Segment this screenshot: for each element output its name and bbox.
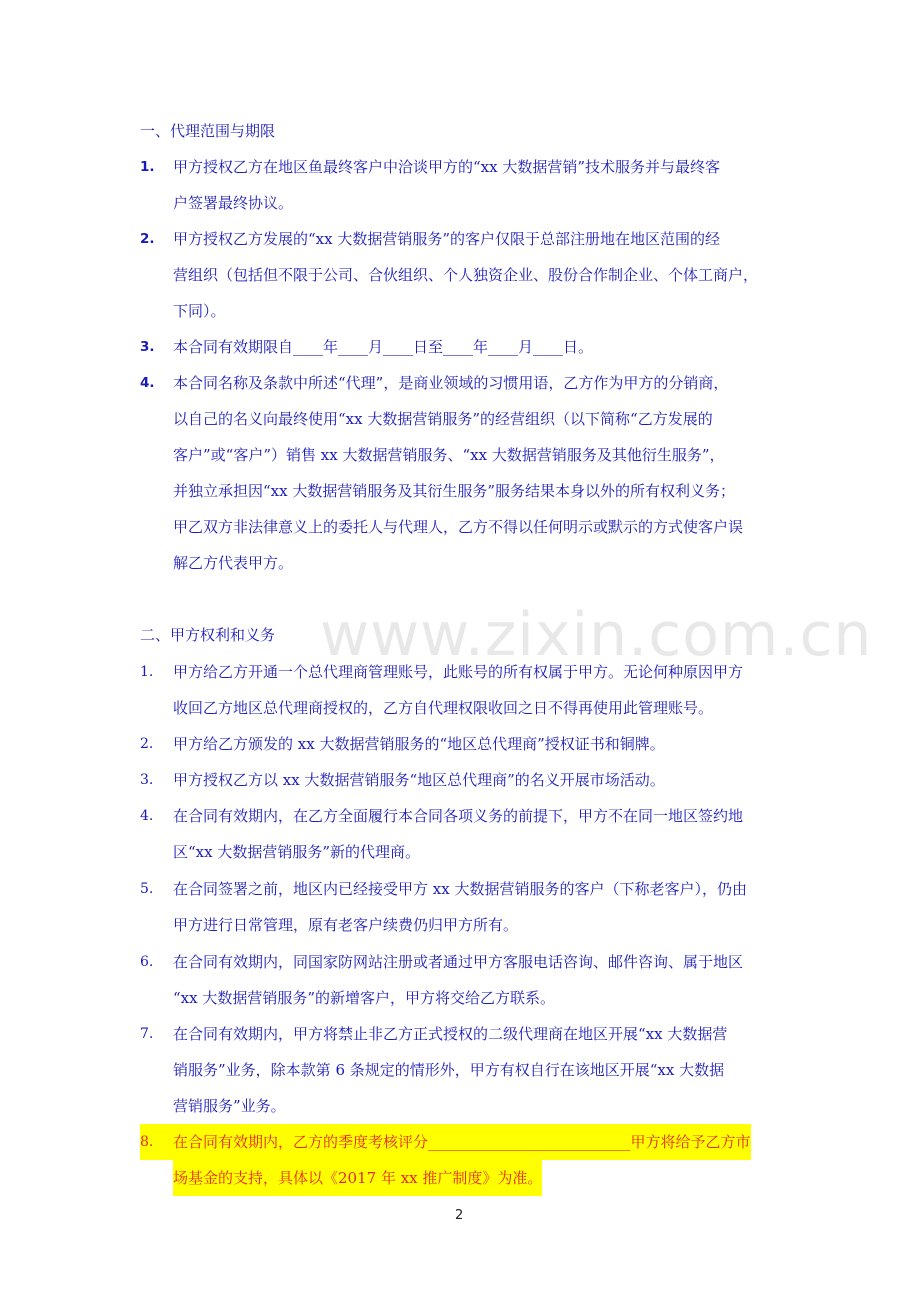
- text-line: 客户”或“客户”）销售 xx 大数据营销服务、“xx 大数据营销服务及其他衍生服务”，: [173, 446, 725, 464]
- text-line: 甲方授权乙方在地区鱼最终客户中洽谈甲方的“xx 大数据营销”技术服务并与最终客: [173, 158, 721, 176]
- text-line: 本合同有效期限自____年____月____日至____年____月____日。: [173, 338, 594, 356]
- text-line: 收回乙方地区总代理商授权的，乙方自代理权限收回之日不得再使用此管理账号。: [173, 699, 714, 717]
- item-text: [173, 1124, 788, 1196]
- item-number: 1.: [140, 664, 154, 680]
- item-number: 2.: [140, 231, 155, 247]
- section-heading-2: 二、甲方权利和义务: [140, 626, 276, 644]
- item-text: [173, 365, 785, 581]
- item-number: 4.: [140, 808, 154, 824]
- item-text: [173, 762, 785, 798]
- page-number: 2: [455, 1208, 464, 1223]
- text-line: 以自己的名义向最终使用“xx 大数据营销服务”的经营组织（以下简称“乙方发展的: [173, 410, 713, 428]
- text-line: 在合同签署之前，地区内已经接受甲方 xx 大数据营销服务的客户（下称老客户），仍由: [173, 880, 747, 898]
- item-text: [173, 221, 785, 329]
- text-line: 营组织（包括但不限于公司、合伙组织、个人独资企业、股份合作制企业、个体工商户，: [173, 266, 759, 284]
- item-number: 5.: [140, 881, 154, 897]
- text-line: 下同）。: [173, 302, 226, 320]
- text-line: 甲方授权乙方发展的“xx 大数据营销服务”的客户仅限于总部注册地在地区范围的经: [173, 230, 721, 248]
- text-line: 解乙方代表甲方。: [173, 554, 294, 572]
- text-line: 户签署最终协议。: [173, 194, 294, 212]
- text-line: 场基金的支持，具体以《2017 年 xx 推广制度》为准。: [173, 1160, 542, 1196]
- item-number: 1.: [140, 159, 155, 175]
- text-line: 营销服务”业务。: [173, 1097, 286, 1115]
- item-number: 2.: [140, 736, 154, 752]
- item-text: [173, 1016, 785, 1124]
- text-line: 本合同名称及条款中所述“代理”，是商业领域的习惯用语，乙方作为甲方的分销商，: [173, 374, 729, 392]
- item-text: [173, 798, 785, 870]
- text-line: 销服务”业务，除本款第 6 条规定的情形外，甲方有权自行在该地区开展“xx 大数据: [173, 1061, 725, 1079]
- text-line: 甲方给乙方开通一个总代理商管理账号，此账号的所有权属于甲方。无论何种原因甲方: [173, 663, 744, 681]
- item-number: 8.: [140, 1124, 173, 1160]
- text-line: 甲方进行日常管理，原有老客户续费仍归甲方所有。: [173, 916, 519, 934]
- text-line: 在合同有效期内，在乙方全面履行本合同各项义务的前提下，甲方不在同一地区签约地: [173, 807, 744, 825]
- item-text: [173, 654, 785, 726]
- text-line: 在合同有效期内，同国家防网站注册或者通过甲方客服电话咨询、邮件咨询、属于地区: [173, 953, 744, 971]
- item-number: 3.: [140, 772, 154, 788]
- item-text: [173, 871, 785, 943]
- item-text: [173, 149, 785, 221]
- watermark: www.zixin.com.cn: [320, 600, 873, 670]
- text-line: 在合同有效期内，甲方将禁止非乙方正式授权的二级代理商在地区开展“xx 大数据营: [173, 1025, 728, 1043]
- item-number: 4.: [140, 375, 155, 391]
- item-number: 7.: [140, 1026, 154, 1042]
- text-line: 并独立承担因“xx 大数据营销服务及其衍生服务”服务结果本身以外的所有权利义务；: [173, 482, 736, 500]
- item-text: [173, 944, 785, 1016]
- text-line: 甲方授权乙方以 xx 大数据营销服务“地区总代理商”的名义开展市场活动。: [173, 771, 665, 789]
- text-line: 区“xx 大数据营销服务”新的代理商。: [173, 843, 421, 861]
- item-text: [173, 726, 785, 762]
- text-line: 甲乙双方非法律意义上的委托人与代理人，乙方不得以任何明示或默示的方式使客户误: [173, 518, 744, 536]
- item-number: 6.: [140, 954, 154, 970]
- item-text: [173, 329, 785, 365]
- item-number: 3.: [140, 339, 155, 355]
- text-line: 甲方给乙方颁发的 xx 大数据营销服务的“地区总代理商”授权证书和铜牌。: [173, 735, 665, 753]
- section-heading-1: 一、代理范围与期限: [140, 122, 276, 140]
- text-line: 在合同有效期内，乙方的季度考核评分___________________________甲方将给予乙方市: [173, 1124, 751, 1160]
- text-line: “xx 大数据营销服务”的新增客户，甲方将交给乙方联系。: [173, 989, 556, 1007]
